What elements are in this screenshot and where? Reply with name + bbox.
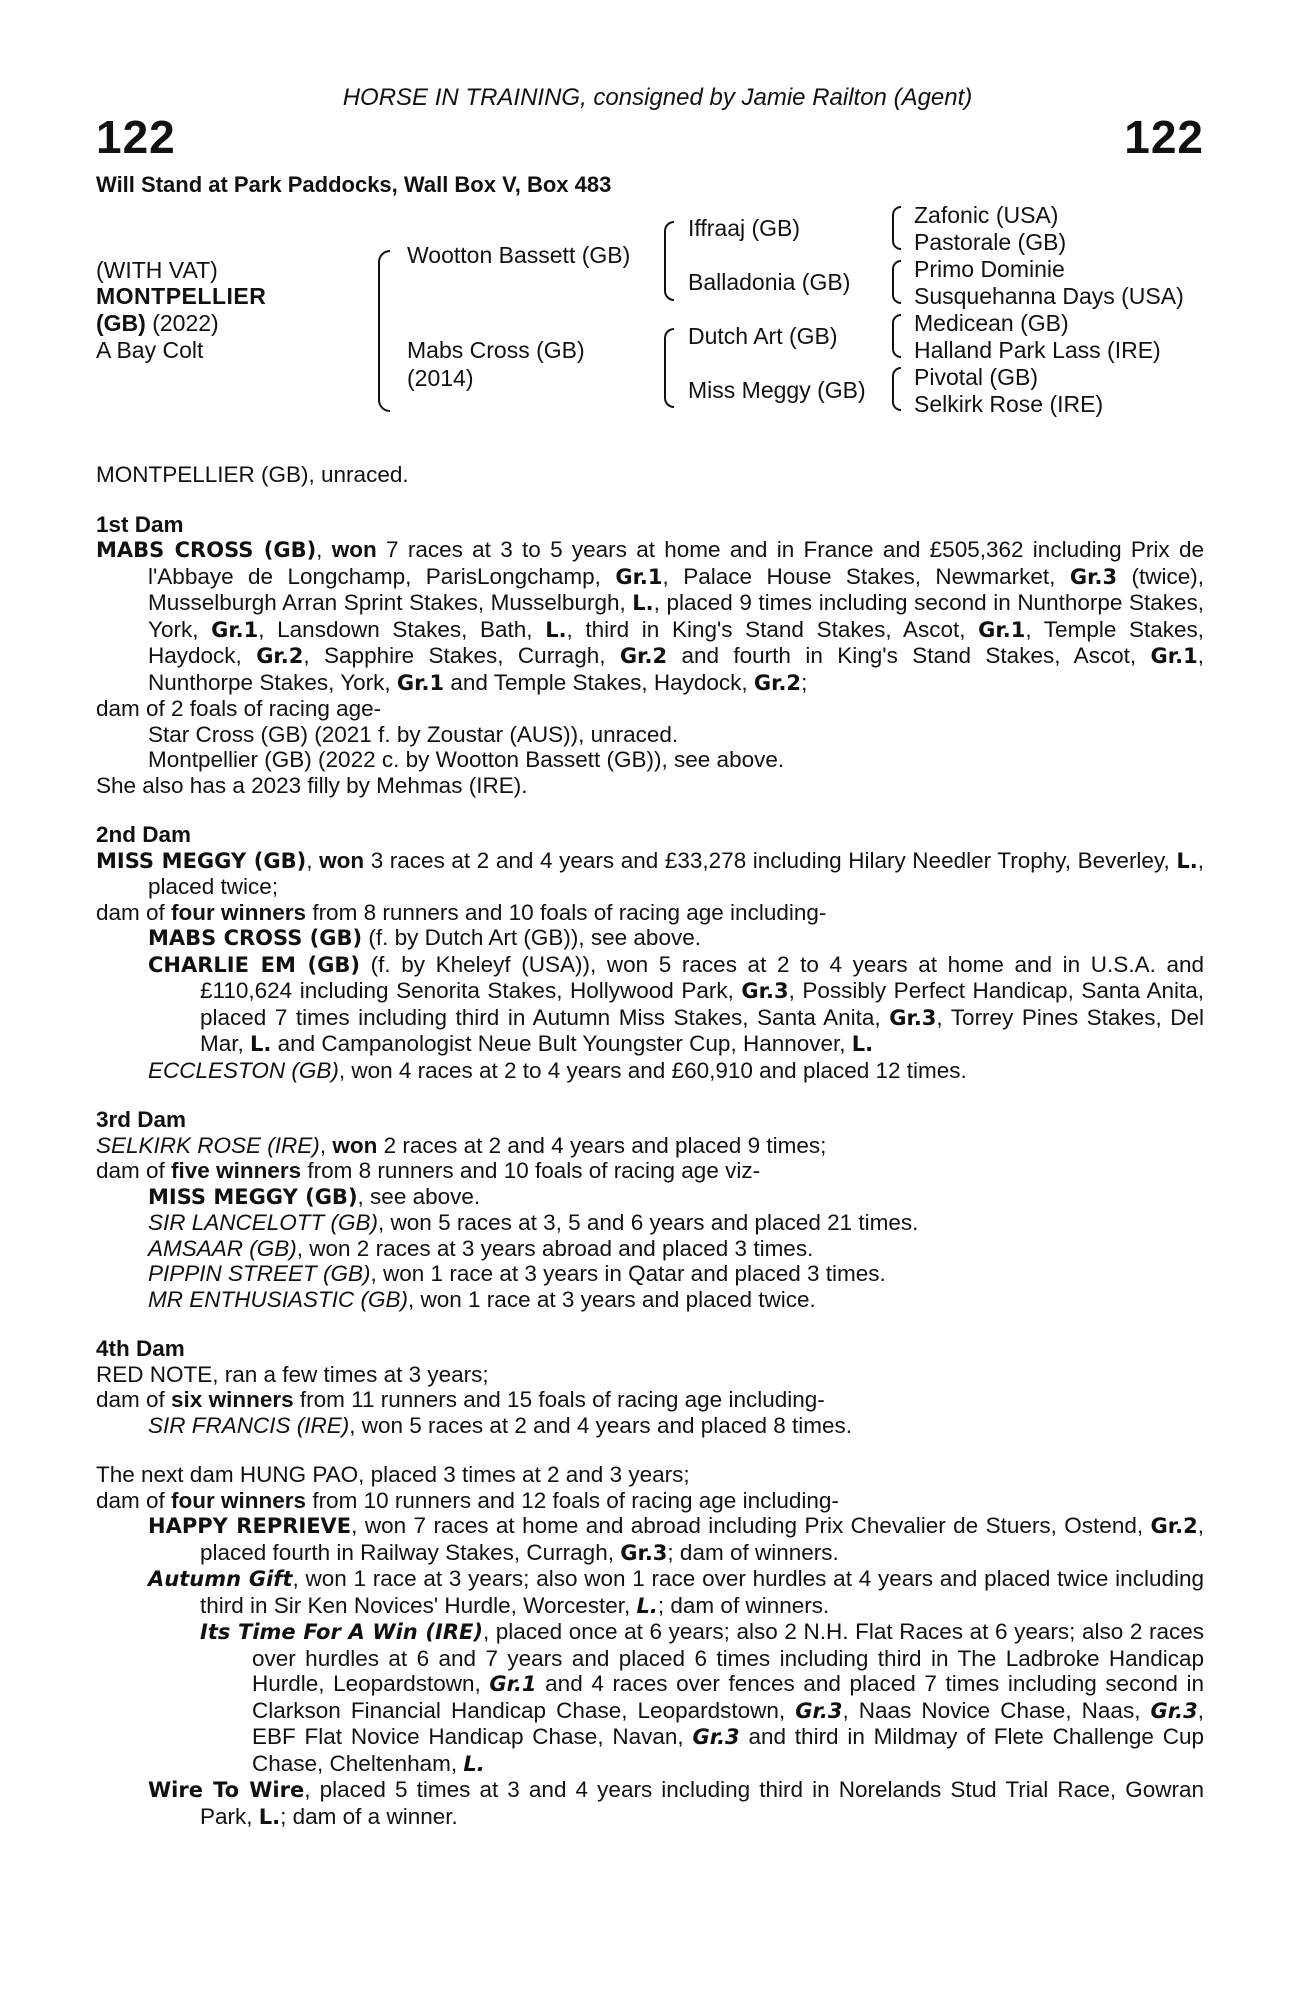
grade: L. bbox=[250, 1032, 272, 1056]
text: , third in King's Stand Stakes, Ascot, bbox=[566, 616, 979, 642]
text: , placed 9 times including second in Nunthorpe Stakes, York, bbox=[148, 590, 1204, 642]
offspring-name: PIPPIN STREET (GB) bbox=[148, 1261, 371, 1286]
second-dam-offspring-1 bbox=[96, 925, 1204, 952]
offspring-name: SIR LANCELOTT (GB) bbox=[148, 1210, 379, 1235]
next-dam-produce bbox=[96, 1488, 1204, 1514]
won-label: won bbox=[319, 847, 365, 873]
winners-count: four winners bbox=[171, 1487, 307, 1513]
first-dam-record: MABS CROSS (GB), won 7 races at 3 to 5 years at home and in France and £505,362 including Prix de l'Abbaye de Longchamp, ParisLongchamp, Gr.1, Palace House Stakes, Newmarket, Gr.3 (twice), Musselburgh Arran Sprint Stakes, Musselburgh, L., placed 9 times including second in Nunthorpe Stakes, York, Gr.1, Lansdown Stakes, Bath, L., third in King's Stand Stakes, Ascot, Gr.1, Temple Stakes, Haydock, Gr.2, Sapphire Stakes, Curragh, Gr.2 and fourth in King's Stand Stakes, Ascot, Gr.1, Nunthorpe Stakes, York, Gr.1 and Temple Stakes, Haydock, Gr.2; bbox=[96, 537, 1205, 695]
pedigree-dsd: Halland Park Lass (IRE) bbox=[914, 337, 1161, 363]
grade: Gr.1 bbox=[1150, 644, 1198, 668]
pedigree-sdd: Susquehanna Days (USA) bbox=[914, 283, 1184, 309]
second-dam-heading: 2nd Dam bbox=[96, 822, 192, 847]
second-dam-offspring-3 bbox=[96, 1058, 1204, 1084]
offspring-name: MABS CROSS (GB) bbox=[148, 926, 363, 950]
offspring-name: MR ENTHUSIASTIC (GB) bbox=[148, 1286, 409, 1312]
pedigree-dam-sire: Dutch Art (GB) bbox=[688, 323, 838, 349]
grade: Gr.3 bbox=[1069, 564, 1118, 589]
text: ; dam of winners. bbox=[667, 1539, 839, 1565]
text: and third in Mildmay of Flete Challenge Cup Chase, Cheltenham, bbox=[252, 1724, 1204, 1776]
text: from 10 runners and 12 foals of racing age including- bbox=[306, 1487, 839, 1513]
text: , won 4 races at 2 to 4 years and £60,910 and placed 12 times. bbox=[338, 1057, 967, 1083]
winners-count: four winners bbox=[171, 899, 307, 925]
text: , placed 5 times at 3 and 4 years including third in Norelands Stud Trial Race, Gowran Park, bbox=[200, 1777, 1205, 1829]
text: ; dam of a winner. bbox=[280, 1803, 458, 1829]
text: , Palace House Stakes, Newmarket, bbox=[662, 563, 1070, 589]
grade: Gr.1 bbox=[489, 1672, 537, 1696]
grade: Gr.3 bbox=[741, 979, 789, 1003]
text: , won 5 races at 3, 5 and 6 years and placed 21 times. bbox=[378, 1210, 919, 1235]
fourth-dam-heading: 4th Dam bbox=[96, 1336, 185, 1361]
horse-year: (2022) bbox=[145, 310, 219, 336]
offspring-name: ECCLESTON (GB) bbox=[148, 1057, 339, 1083]
third-dam-produce bbox=[96, 1158, 1204, 1184]
first-dam-also: She also has a 2023 filly by Mehmas (IRE). bbox=[96, 772, 528, 798]
text: , EBF Flat Novice Handicap Chase, Navan, bbox=[252, 1697, 1204, 1749]
text: and 4 races over fences and placed 7 times including second in Clarkson Financial Handicap Chase, Leopardstown, bbox=[252, 1671, 1205, 1723]
pedigree-brace-dd bbox=[892, 367, 901, 411]
text: , placed once at 6 years; also 2 N.H. Flat Races at 6 years; also 2 races over hurdles at 6 and 7 years and placed 6 times including third in The Ladbroke Handicap Hurdle, Leopardstown, bbox=[252, 1619, 1204, 1696]
lot-number-right: 122 bbox=[1124, 111, 1204, 163]
text: , won 1 race at 3 years; also won 1 race over hurdles at 4 years and placed twice including third in Sir Ken Novices' Hurdle, Worcester, bbox=[200, 1566, 1204, 1618]
pedigree-sire: Wootton Bassett (GB) bbox=[407, 242, 631, 268]
fourth-dam-offspring-1 bbox=[96, 1413, 1204, 1439]
first-dam-foal-2: Montpellier (GB) (2022 c. by Wootton Bassett (GB)), see above. bbox=[148, 747, 785, 772]
text: and Campanologist Neue Bult Youngster Cup, Hannover, bbox=[271, 1031, 852, 1056]
text: , Nunthorpe Stakes, York, bbox=[148, 643, 1204, 695]
offspring-name: SIR FRANCIS (IRE) bbox=[148, 1412, 350, 1438]
pedigree-dds: Pivotal (GB) bbox=[914, 364, 1038, 390]
pedigree-dam-dam: Miss Meggy (GB) bbox=[688, 377, 866, 403]
grade: Gr.2 bbox=[1150, 1514, 1198, 1538]
third-dam-offspring-2 bbox=[96, 1210, 1204, 1236]
pedigree-dam-year: (2014) bbox=[407, 365, 474, 391]
grade: L. bbox=[636, 1593, 658, 1618]
text: (f. by Kheleyf (USA)), won 5 races at 2 to 4 years at home and in U.S.A. and £110,624 including Senorita Stakes, Hollywood Park, bbox=[200, 951, 1204, 1003]
pedigree-ssd: Pastorale (GB) bbox=[914, 229, 1067, 255]
text: , won 5 races at 2 and 4 years and placed 8 times. bbox=[349, 1412, 853, 1438]
text: dam of bbox=[96, 1387, 172, 1412]
offspring-name: Autumn Gift bbox=[148, 1567, 293, 1591]
pedigree-brace-dam bbox=[664, 328, 674, 408]
grade: Gr.1 bbox=[396, 670, 445, 695]
text: , Lansdown Stakes, Bath, bbox=[258, 616, 546, 642]
fourth-dam-record: RED NOTE, ran a few times at 3 years; bbox=[96, 1361, 489, 1387]
grade: Gr.3 bbox=[1150, 1698, 1198, 1723]
first-dam-foals: dam of 2 foals of racing age- bbox=[96, 696, 382, 721]
horse-origin: (GB) bbox=[96, 310, 146, 336]
text: , won 7 races at home and abroad including Prix Chevalier de Stuers, Ostend, bbox=[351, 1513, 1151, 1538]
offspring-name: AMSAAR (GB) bbox=[148, 1235, 297, 1261]
pedigree-brace-sire bbox=[664, 221, 674, 301]
text: 2 races at 2 and 4 years and placed 9 times; bbox=[377, 1132, 827, 1158]
pedigree-brace-ds bbox=[892, 314, 901, 358]
grade: Gr.1 bbox=[211, 617, 259, 642]
won-label: won bbox=[331, 537, 377, 562]
grade: Gr.2 bbox=[619, 644, 668, 668]
text: 7 races at 3 to 5 years at home and in France and £505,362 including Prix de l'Abbaye de Longchamp, ParisLongchamp, bbox=[148, 537, 1204, 589]
text: (twice), Musselburgh Arran Sprint Stakes, Musselburgh, bbox=[148, 563, 1205, 615]
lot-number-left: 122 bbox=[96, 111, 176, 163]
offspring-name: CHARLIE EM (GB) bbox=[148, 952, 360, 977]
grade: Gr.3 bbox=[795, 1698, 843, 1723]
third-dam-offspring-5 bbox=[96, 1287, 1204, 1313]
grade: L. bbox=[545, 617, 567, 642]
catalogue-body bbox=[96, 462, 1204, 1830]
pedigree-brace-main bbox=[378, 250, 390, 412]
text: , placed fourth in Railway Stakes, Curragh, bbox=[200, 1513, 1204, 1565]
intro-line: MONTPELLIER (GB), unraced. bbox=[96, 462, 409, 487]
offspring-name: Its Time For A Win (IRE) bbox=[200, 1620, 483, 1644]
winners-count: five winners bbox=[171, 1158, 302, 1183]
text: , Possibly Perfect Handicap, Santa Anita, placed 7 times including third in Autumn Miss Stakes, Santa Anita, bbox=[200, 978, 1204, 1030]
third-dam-offspring-3 bbox=[96, 1236, 1204, 1262]
text: , Sapphire Stakes, Curragh, bbox=[303, 643, 620, 668]
text: from 8 runners and 10 foals of racing age including- bbox=[306, 899, 827, 925]
pedigree-dam: Mabs Cross (GB) bbox=[407, 337, 585, 363]
won-label: won bbox=[332, 1132, 378, 1158]
text: from 8 runners and 10 foals of racing age viz- bbox=[301, 1158, 761, 1183]
grade: Gr.3 bbox=[620, 1540, 668, 1565]
text: , Naas Novice Chase, Naas, bbox=[842, 1697, 1151, 1723]
pedigree-sds: Primo Dominie bbox=[914, 256, 1065, 282]
first-dam-foal-1: Star Cross (GB) (2021 f. by Zoustar (AUS)), unraced. bbox=[148, 721, 679, 747]
pedigree-sire-sire: Iffraaj (GB) bbox=[688, 215, 801, 241]
pedigree-sire-dam: Balladonia (GB) bbox=[688, 269, 851, 295]
grade: Gr.2 bbox=[753, 670, 802, 695]
second-dam-name: MISS MEGGY (GB) bbox=[96, 848, 307, 873]
grade: Gr.2 bbox=[256, 644, 304, 668]
text: , see above. bbox=[357, 1183, 481, 1209]
third-dam-record: SELKIRK ROSE (IRE), won 2 races at 2 and 4 years and placed 9 times; bbox=[96, 1132, 827, 1158]
text: , won 1 race at 3 years in Qatar and placed 3 times. bbox=[370, 1261, 886, 1286]
next-dam-offspring-1 bbox=[96, 1513, 1204, 1566]
next-dam-offspring-3 bbox=[96, 1777, 1204, 1830]
text: (f. by Dutch Art (GB)), see above. bbox=[362, 925, 701, 950]
text: and Temple Stakes, Haydock, bbox=[444, 669, 754, 695]
first-dam-name: MABS CROSS (GB) bbox=[96, 538, 317, 562]
stand-location: Will Stand at Park Paddocks, Wall Box V, Box 483 bbox=[96, 172, 612, 197]
text: , won 1 race at 3 years and placed twice. bbox=[408, 1286, 816, 1312]
text: , Temple Stakes, Haydock, bbox=[148, 616, 1205, 668]
text: and fourth in King's Stand Stakes, Ascot, bbox=[667, 643, 1151, 668]
third-dam-offspring-1 bbox=[96, 1184, 1204, 1211]
text: , placed twice; bbox=[148, 847, 1204, 899]
pedigree-brace-ss bbox=[892, 206, 901, 250]
horse-name: MONTPELLIER bbox=[96, 283, 267, 309]
grade: L. bbox=[463, 1751, 485, 1776]
offspring-name: HAPPY REPRIEVE bbox=[148, 1514, 352, 1538]
second-dam-record: MISS MEGGY (GB), won 3 races at 2 and 4 years and £33,278 including Hilary Needler Trophy, Beverley, L., placed twice; bbox=[96, 847, 1204, 899]
pedigree-ddd: Selkirk Rose (IRE) bbox=[914, 391, 1104, 417]
grade: Gr.1 bbox=[615, 564, 663, 589]
text: from 11 runners and 15 foals of racing age including- bbox=[293, 1387, 825, 1412]
pedigree-sss: Zafonic (USA) bbox=[914, 202, 1059, 228]
pedigree-brace-sd bbox=[892, 260, 901, 304]
text: dam of bbox=[96, 1158, 172, 1183]
grade: L. bbox=[1176, 848, 1198, 873]
second-dam-produce bbox=[96, 900, 1204, 926]
grade: Gr.3 bbox=[692, 1725, 740, 1749]
horse-description: A Bay Colt bbox=[96, 337, 204, 363]
offspring-name: Wire To Wire bbox=[148, 1778, 305, 1802]
grade: L. bbox=[258, 1804, 281, 1829]
third-dam-offspring-4 bbox=[96, 1261, 1204, 1287]
grade: Gr.3 bbox=[889, 1005, 937, 1030]
offspring-name: MISS MEGGY (GB) bbox=[148, 1184, 358, 1209]
next-dam-offspring-2 bbox=[96, 1566, 1204, 1619]
text: ; bbox=[801, 669, 808, 695]
text: dam of bbox=[96, 1487, 172, 1513]
third-dam-heading: 3rd Dam bbox=[96, 1107, 187, 1132]
next-dam-record: The next dam HUNG PAO, placed 3 times at 2 and 3 years; bbox=[96, 1462, 690, 1487]
text: ; dam of winners. bbox=[657, 1592, 830, 1618]
first-dam-heading: 1st Dam bbox=[96, 511, 184, 537]
grade: L. bbox=[851, 1032, 874, 1056]
vat-note: (WITH VAT) bbox=[96, 257, 218, 283]
winners-count: six winners bbox=[171, 1387, 294, 1412]
horse-origin-year bbox=[96, 310, 219, 337]
text: dam of bbox=[96, 899, 172, 925]
text: , won 2 races at 3 years abroad and placed 3 times. bbox=[296, 1235, 814, 1261]
third-dam-name: SELKIRK ROSE (IRE) bbox=[96, 1132, 320, 1158]
text: 3 races at 2 and 4 years and £33,278 including Hilary Needler Trophy, Beverley, bbox=[364, 847, 1177, 873]
grade: L. bbox=[632, 591, 654, 615]
next-dam-grandoffspring-1 bbox=[96, 1619, 1204, 1777]
pedigree-dss: Medicean (GB) bbox=[914, 310, 1069, 336]
second-dam-offspring-2 bbox=[96, 952, 1204, 1058]
catalogue-header: HORSE IN TRAINING, consigned by Jamie Railton (Agent) bbox=[342, 84, 973, 111]
text: , Torrey Pines Stakes, Del Mar, bbox=[200, 1004, 1204, 1056]
grade: Gr.1 bbox=[978, 617, 1026, 642]
fourth-dam-produce bbox=[96, 1387, 1204, 1413]
